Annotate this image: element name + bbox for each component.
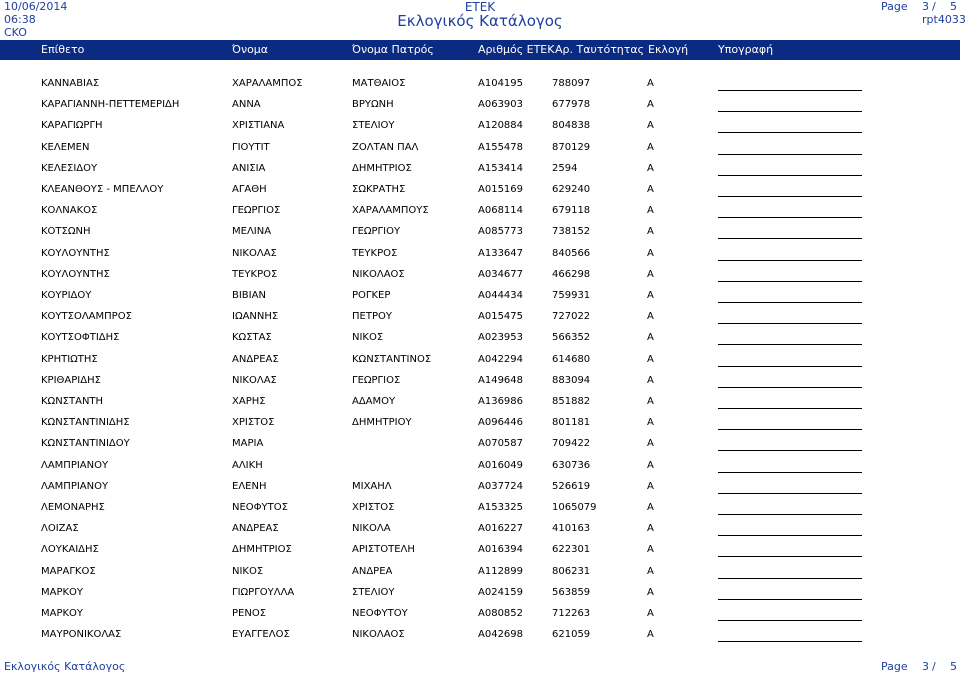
cell-father-name: ΑΡΙΣΤΟΤΕΛΗ [352, 544, 415, 556]
cell-vote: Α [647, 290, 654, 301]
cell-father-name: ΓΕΩΡΓΙΟΣ [352, 374, 401, 386]
table-row [0, 587, 960, 608]
cell-father-name: ΝΙΚΟΛΑΟΣ [352, 268, 405, 280]
column-header-etek-number: Αριθμός ΕΤΕΚ [478, 43, 555, 56]
cell-name: ΝΙΚΟΛΑΣ [232, 374, 277, 386]
cell-father-name: ΤΕΥΚΡΟΣ [352, 247, 398, 259]
cell-etek-number: Α024159 [478, 586, 524, 598]
cell-etek-number: Α070587 [478, 438, 524, 450]
cell-name: ΑΝΔΡΕΑΣ [232, 523, 279, 535]
cell-surname: ΚΟΥΛΟΥΝΤΗΣ [41, 268, 110, 280]
cell-surname: ΛΑΜΠΡΙΑΝΟΥ [41, 480, 109, 492]
cell-father-name: ΑΝΔΡΕΑ [352, 565, 393, 577]
footer-page-label: Page [881, 660, 908, 673]
cell-vote: Α [647, 502, 654, 513]
cell-id-number: 630736 [552, 459, 591, 471]
cell-name: ΓΙΟΥΤΙΤ [232, 141, 270, 153]
report-time: 06:38 [4, 13, 36, 26]
cell-vote: Α [647, 480, 654, 492]
cell-id-number: 622301 [552, 544, 591, 556]
cell-surname: ΚΩΝΣΤΑΝΤΙΝΙΔΗΣ [41, 417, 130, 429]
cell-name: ΕΥΑΓΓΕΛΟΣ [232, 629, 290, 641]
cell-etek-number: Α155478 [478, 141, 524, 153]
cell-vote: Α [647, 374, 654, 386]
cell-father-name: ΠΕΤΡΟΥ [352, 311, 392, 323]
cell-etek-number: Α042698 [478, 629, 524, 641]
cell-surname: ΚΛΕΑΝΘΟΥΣ - ΜΠΕΛΛΟΥ [41, 184, 164, 195]
cell-father-name: ΓΕΩΡΓΙΟΥ [352, 226, 401, 238]
report-footer [0, 658, 960, 676]
cell-father-name: ΣΤΕΛΙΟΥ [352, 586, 395, 598]
cell-id-number: 410163 [552, 523, 591, 535]
cell-surname: ΚΕΛΕΜΕΝ [41, 141, 90, 153]
cell-etek-number: Α153325 [478, 502, 524, 513]
signature-line [718, 514, 862, 515]
cell-etek-number: Α015475 [478, 311, 524, 323]
cell-surname: ΛΕΜΟΝΑΡΗΣ [41, 502, 105, 513]
cell-etek-number: Α120884 [478, 120, 524, 132]
signature-line [718, 450, 862, 451]
column-header-name: Όνομα [232, 43, 269, 56]
signature-line [718, 344, 862, 345]
signature-line [718, 387, 862, 388]
table-row [0, 544, 960, 565]
cell-surname: ΚΟΥΛΟΥΝΤΗΣ [41, 247, 110, 259]
cell-father-name: ΔΗΜΗΤΡΙΟΥ [352, 417, 412, 429]
cell-id-number: 614680 [552, 353, 591, 365]
cell-father-name: ΜΙΧΑΗΛ [352, 480, 392, 492]
column-header-id-number: Αρ. Ταυτότητας [555, 43, 645, 56]
cell-surname: ΚΑΡΑΓΙΩΡΓΗ [41, 120, 103, 132]
cell-father-name: ΣΩΚΡΑΤΗΣ [352, 184, 406, 195]
cell-father-name: ΡΟΓΚΕΡ [352, 290, 391, 301]
signature-line [718, 323, 862, 324]
cell-etek-number: Α016394 [478, 544, 524, 556]
cell-surname: ΚΟΤΣΩΝΗ [41, 226, 91, 238]
cell-surname: ΜΑΥΡΟΝΙΚΟΛΑΣ [41, 629, 122, 641]
cell-etek-number: Α068114 [478, 205, 524, 217]
cell-surname: ΚΟΛΝΑΚΟΣ [41, 205, 98, 217]
cell-name: ΧΑΡΗΣ [232, 396, 266, 407]
cell-father-name: ΔΗΜΗΤΡΙΟΣ [352, 162, 412, 174]
cell-name: ΝΕΟΦΥΤΟΣ [232, 502, 288, 513]
table-row [0, 99, 960, 120]
cell-name: ΚΩΣΤΑΣ [232, 332, 272, 344]
cell-vote: Α [647, 544, 654, 556]
table-row [0, 120, 960, 141]
cell-name: ΝΙΚΟΛΑΣ [232, 247, 277, 259]
table-row [0, 184, 960, 205]
cell-vote: Α [647, 417, 654, 429]
page-title: Εκλογικός Κατάλογος [397, 12, 563, 30]
cell-name: ΓΕΩΡΓΙΟΣ [232, 205, 281, 217]
cell-surname: ΛΑΜΠΡΙΑΝΟΥ [41, 459, 109, 471]
table-row [0, 269, 960, 290]
cell-name: ΡΕΝΟΣ [232, 608, 267, 619]
cell-vote: Α [647, 438, 654, 450]
cell-etek-number: Α023953 [478, 332, 524, 344]
cell-etek-number: Α037724 [478, 480, 524, 492]
cell-name: ΧΑΡΑΛΑΜΠΟΣ [232, 78, 303, 89]
cell-vote: Α [647, 141, 654, 153]
column-header-father: Όνομα Πατρός [352, 43, 434, 56]
cell-surname: ΜΑΡΑΓΚΟΣ [41, 565, 96, 577]
cell-id-number: 727022 [552, 311, 591, 323]
report-code: CKO [4, 26, 27, 39]
cell-surname: ΚΡΙΘΑΡΙΔΗΣ [41, 374, 101, 386]
cell-etek-number: Α096446 [478, 417, 524, 429]
cell-name: ΑΓΑΘΗ [232, 184, 267, 195]
cell-id-number: 806231 [552, 565, 591, 577]
signature-line [718, 154, 862, 155]
cell-id-number: 801181 [552, 417, 591, 429]
cell-id-number: 629240 [552, 184, 591, 195]
cell-vote: Α [647, 608, 654, 619]
cell-etek-number: Α034677 [478, 268, 524, 280]
signature-line [718, 281, 862, 282]
cell-etek-number: Α042294 [478, 353, 524, 365]
signature-line [718, 641, 862, 642]
cell-name: ΝΙΚΟΣ [232, 565, 264, 577]
cell-surname: ΚΟΥΤΣΟΛΑΜΠΡΟΣ [41, 311, 132, 323]
cell-vote: Α [647, 184, 654, 195]
signature-line [718, 620, 862, 621]
cell-name: ΜΑΡΙΑ [232, 438, 264, 450]
cell-name: ΑΝΙΣΙΑ [232, 162, 266, 174]
cell-id-number: 788097 [552, 78, 591, 89]
cell-id-number: 851882 [552, 396, 591, 407]
cell-vote: Α [647, 396, 654, 407]
signature-line [718, 429, 862, 430]
cell-id-number: 677978 [552, 99, 591, 111]
cell-father-name: ΖΟΛΤΑΝ ΠΑΛ [352, 141, 419, 153]
cell-surname: ΛΟΥΚΑΙΔΗΣ [41, 544, 99, 556]
cell-vote: Α [647, 78, 654, 89]
cell-vote: Α [647, 205, 654, 217]
cell-name: ΑΝΝΑ [232, 99, 261, 111]
cell-id-number: 566352 [552, 332, 591, 344]
cell-surname: ΚΑΡΑΓΙΑΝΝΗ-ΠΕΤΤΕΜΕΡΙΔΗ [41, 99, 180, 111]
column-header-signature: Υπογραφή [718, 43, 774, 56]
cell-name: ΧΡΙΣΤΟΣ [232, 417, 275, 429]
cell-father-name: ΧΡΙΣΤΟΣ [352, 502, 395, 513]
cell-vote: Α [647, 586, 654, 598]
cell-vote: Α [647, 629, 654, 641]
cell-id-number: 759931 [552, 290, 591, 301]
signature-line [718, 217, 862, 218]
cell-father-name: ΚΩΝΣΤΑΝΤΙΝΟΣ [352, 353, 432, 365]
cell-surname: ΚΩΝΣΤΑΝΤΙΝΙΔΟΥ [41, 438, 130, 450]
signature-line [718, 472, 862, 473]
table-row [0, 417, 960, 438]
table-row [0, 78, 960, 99]
cell-etek-number: Α063903 [478, 99, 524, 111]
signature-line [718, 196, 862, 197]
cell-etek-number: Α133647 [478, 247, 524, 259]
cell-vote: Α [647, 459, 654, 471]
cell-name: ΤΕΥΚΡΟΣ [232, 268, 278, 280]
cell-id-number: 679118 [552, 205, 591, 217]
cell-id-number: 563859 [552, 586, 591, 598]
cell-vote: Α [647, 268, 654, 280]
cell-father-name: ΒΡΥΩΝΗ [352, 99, 394, 111]
signature-line [718, 302, 862, 303]
table-row [0, 523, 960, 544]
report-date: 10/06/2014 [4, 0, 68, 13]
table-row [0, 290, 960, 311]
table-row [0, 396, 960, 417]
table-row [0, 142, 960, 163]
table-row [0, 163, 960, 184]
table-row [0, 311, 960, 332]
cell-surname: ΜΑΡΚΟΥ [41, 608, 84, 619]
cell-etek-number: Α015169 [478, 184, 524, 195]
table-row [0, 460, 960, 481]
signature-line [718, 111, 862, 112]
report-id: rpt4033 [922, 13, 966, 26]
cell-id-number: 621059 [552, 629, 591, 641]
cell-father-name: ΝΙΚΟΛΑ [352, 523, 391, 535]
cell-id-number: 883094 [552, 374, 591, 386]
cell-etek-number: Α136986 [478, 396, 524, 407]
cell-id-number: 804838 [552, 120, 591, 132]
cell-vote: Α [647, 99, 654, 111]
cell-etek-number: Α149648 [478, 374, 524, 386]
cell-father-name: ΝΙΚΟΣ [352, 332, 384, 344]
cell-vote: Α [647, 523, 654, 535]
cell-father-name: ΝΙΚΟΛΑΟΣ [352, 629, 405, 641]
cell-id-number: 738152 [552, 226, 591, 238]
cell-surname: ΜΑΡΚΟΥ [41, 586, 84, 598]
cell-vote: Α [647, 332, 654, 344]
table-row [0, 248, 960, 269]
cell-vote: Α [647, 247, 654, 259]
cell-id-number: 466298 [552, 268, 591, 280]
cell-surname: ΚΩΝΣΤΑΝΤΗ [41, 396, 104, 407]
cell-name: ΜΕΛΙΝΑ [232, 226, 272, 238]
cell-father-name: ΜΑΤΘΑΙΟΣ [352, 78, 406, 89]
cell-id-number: 712263 [552, 608, 591, 619]
cell-father-name: ΑΔΑΜΟΥ [352, 396, 396, 407]
signature-line [718, 175, 862, 176]
cell-etek-number: Α016049 [478, 459, 524, 471]
cell-name: ΑΝΔΡΕΑΣ [232, 353, 279, 365]
signature-line [718, 578, 862, 579]
cell-etek-number: Α104195 [478, 78, 524, 89]
signature-line [718, 535, 862, 536]
cell-etek-number: Α112899 [478, 565, 524, 577]
cell-surname: ΚΟΥΤΣΟΦΤΙΔΗΣ [41, 332, 120, 344]
signature-line [718, 366, 862, 367]
cell-surname: ΚΑΝΝΑΒΙΑΣ [41, 78, 100, 89]
signature-line [718, 90, 862, 91]
cell-name: ΙΩΑΝΝΗΣ [232, 311, 279, 323]
footer-title: Εκλογικός Κατάλογος [4, 660, 126, 673]
cell-name: ΓΙΩΡΓΟΥΛΛΑ [232, 586, 295, 598]
table-row [0, 481, 960, 502]
cell-id-number: 2594 [552, 162, 578, 174]
cell-id-number: 840566 [552, 247, 591, 259]
cell-etek-number: Α080852 [478, 608, 524, 619]
cell-etek-number: Α016227 [478, 523, 524, 535]
table-row [0, 332, 960, 353]
table-row [0, 566, 960, 587]
signature-line [718, 599, 862, 600]
cell-vote: Α [647, 162, 654, 174]
cell-surname: ΚΡΗΤΙΩΤΗΣ [41, 353, 98, 365]
cell-name: ΑΛΙΚΗ [232, 459, 263, 471]
footer-page-number: 3 [922, 660, 929, 673]
column-header-vote: Εκλογή [648, 43, 689, 56]
cell-name: ΧΡΙΣΤΙΑΝΑ [232, 120, 285, 132]
cell-id-number: 709422 [552, 438, 591, 450]
cell-surname: ΚΕΛΕΣΙΔΟΥ [41, 162, 98, 174]
page-label: Page [881, 0, 908, 13]
table-row [0, 375, 960, 396]
cell-name: ΕΛΕΝΗ [232, 480, 267, 492]
footer-page-separator: / [932, 660, 936, 673]
cell-id-number: 1065079 [552, 502, 597, 513]
report-header [0, 0, 966, 40]
cell-father-name: ΣΤΕΛΙΟΥ [352, 120, 395, 132]
page-number: 3 [922, 0, 929, 13]
cell-id-number: 870129 [552, 141, 591, 153]
cell-etek-number: Α085773 [478, 226, 524, 238]
signature-line [718, 493, 862, 494]
table-row [0, 226, 960, 247]
cell-name: ΒΙΒΙΑΝ [232, 290, 266, 301]
table-row [0, 438, 960, 459]
cell-father-name: ΝΕΟΦΥΤΟΥ [352, 608, 408, 619]
cell-surname: ΛΟΙΖΑΣ [41, 523, 79, 535]
cell-vote: Α [647, 353, 654, 365]
signature-line [718, 556, 862, 557]
table-row [0, 354, 960, 375]
cell-id-number: 526619 [552, 480, 591, 492]
signature-line [718, 132, 862, 133]
signature-line [718, 260, 862, 261]
table-row [0, 608, 960, 629]
table-row [0, 629, 960, 650]
cell-vote: Α [647, 120, 654, 132]
cell-vote: Α [647, 311, 654, 323]
cell-vote: Α [647, 565, 654, 577]
org-name: ETEK [464, 0, 496, 14]
page-total: 5 [950, 0, 957, 13]
table-row [0, 502, 960, 523]
cell-surname: ΚΟΥΡΙΔΟΥ [41, 290, 92, 301]
column-header-bar [0, 40, 960, 60]
page-separator: / [932, 0, 936, 13]
footer-page-total: 5 [950, 660, 957, 673]
cell-father-name: ΧΑΡΑΛΑΜΠΟΥΣ [352, 205, 429, 217]
cell-name: ΔΗΜΗΤΡΙΟΣ [232, 544, 292, 556]
signature-line [718, 408, 862, 409]
table-row [0, 205, 960, 226]
cell-vote: Α [647, 226, 654, 238]
column-header-surname: Επίθετο [41, 43, 85, 56]
signature-line [718, 238, 862, 239]
cell-etek-number: Α153414 [478, 162, 524, 174]
cell-etek-number: Α044434 [478, 290, 524, 301]
